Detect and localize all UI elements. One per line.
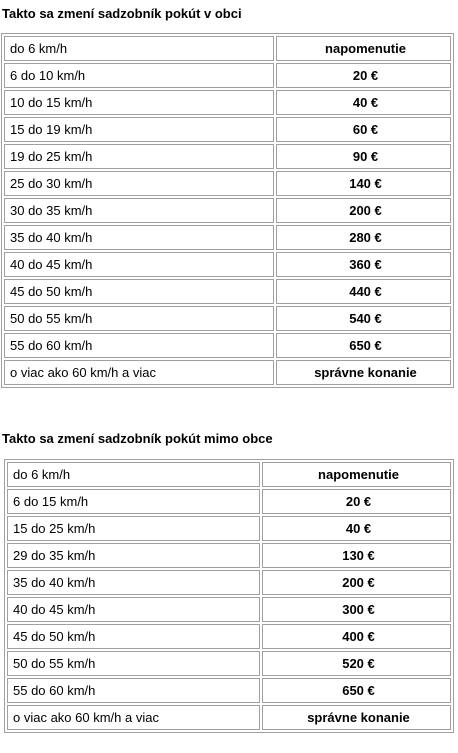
- section-heading-in-town: Takto sa zmení sadzobník pokút v obci: [2, 6, 242, 21]
- speed-range-cell: 15 do 19 km/h: [4, 117, 274, 142]
- speed-range-cell: o viac ako 60 km/h a viac: [7, 705, 260, 730]
- fine-amount-cell: 200 €: [262, 570, 451, 595]
- speed-range-cell: 25 do 30 km/h: [4, 171, 274, 196]
- fines-table-outside-town: [4, 459, 454, 733]
- speed-range-cell: 35 do 40 km/h: [4, 225, 274, 250]
- fine-amount-cell: 520 €: [262, 651, 451, 676]
- table-row: [7, 651, 451, 676]
- table-row: [4, 225, 451, 250]
- table-row: [4, 90, 451, 115]
- speed-range-cell: 35 do 40 km/h: [7, 570, 260, 595]
- speed-range-cell: 29 do 35 km/h: [7, 543, 260, 568]
- table-row: [7, 516, 451, 541]
- table-row: [7, 678, 451, 703]
- speed-range-cell: 50 do 55 km/h: [7, 651, 260, 676]
- table-row: [4, 279, 451, 304]
- table-row: [7, 624, 451, 649]
- table-row: [4, 333, 451, 358]
- fine-amount-cell: napomenutie: [276, 36, 451, 61]
- speed-range-cell: 50 do 55 km/h: [4, 306, 274, 331]
- speed-range-cell: do 6 km/h: [7, 462, 260, 487]
- fines-table-body: [4, 36, 451, 385]
- fine-amount-cell: 650 €: [276, 333, 451, 358]
- fine-amount-cell: správne konanie: [262, 705, 451, 730]
- speed-range-cell: 6 do 10 km/h: [4, 63, 274, 88]
- table-row: [7, 570, 451, 595]
- table-row: [4, 63, 451, 88]
- fine-amount-cell: 200 €: [276, 198, 451, 223]
- table-row: [4, 252, 451, 277]
- table-row: [7, 705, 451, 730]
- table-row: [4, 198, 451, 223]
- speed-range-cell: 19 do 25 km/h: [4, 144, 274, 169]
- table-row: [7, 489, 451, 514]
- fine-amount-cell: 650 €: [262, 678, 451, 703]
- fines-table-body: [7, 462, 451, 730]
- fines-table-in-town: [1, 33, 454, 388]
- fine-amount-cell: 40 €: [262, 516, 451, 541]
- speed-range-cell: 55 do 60 km/h: [7, 678, 260, 703]
- fine-amount-cell: 300 €: [262, 597, 451, 622]
- fine-amount-cell: 130 €: [262, 543, 451, 568]
- fine-amount-cell: 140 €: [276, 171, 451, 196]
- fine-amount-cell: 440 €: [276, 279, 451, 304]
- speed-range-cell: 40 do 45 km/h: [4, 252, 274, 277]
- fine-amount-cell: 20 €: [276, 63, 451, 88]
- table-row: [4, 171, 451, 196]
- fine-amount-cell: 20 €: [262, 489, 451, 514]
- table-row: [4, 306, 451, 331]
- speed-range-cell: 6 do 15 km/h: [7, 489, 260, 514]
- speed-range-cell: 30 do 35 km/h: [4, 198, 274, 223]
- fine-amount-cell: 400 €: [262, 624, 451, 649]
- fine-amount-cell: správne konanie: [276, 360, 451, 385]
- speed-range-cell: 40 do 45 km/h: [7, 597, 260, 622]
- fine-amount-cell: napomenutie: [262, 462, 451, 487]
- speed-range-cell: 45 do 50 km/h: [7, 624, 260, 649]
- fine-amount-cell: 280 €: [276, 225, 451, 250]
- table-row: [4, 36, 451, 61]
- table-row: [7, 597, 451, 622]
- speed-range-cell: 55 do 60 km/h: [4, 333, 274, 358]
- section-heading-outside-town: Takto sa zmení sadzobník pokút mimo obce: [2, 431, 273, 446]
- table-row: [7, 462, 451, 487]
- speed-range-cell: 10 do 15 km/h: [4, 90, 274, 115]
- speed-range-cell: do 6 km/h: [4, 36, 274, 61]
- speed-range-cell: o viac ako 60 km/h a viac: [4, 360, 274, 385]
- speed-range-cell: 15 do 25 km/h: [7, 516, 260, 541]
- table-row: [7, 543, 451, 568]
- fine-amount-cell: 60 €: [276, 117, 451, 142]
- fine-amount-cell: 40 €: [276, 90, 451, 115]
- table-row: [4, 360, 451, 385]
- fine-amount-cell: 360 €: [276, 252, 451, 277]
- table-row: [4, 117, 451, 142]
- fine-amount-cell: 90 €: [276, 144, 451, 169]
- speed-range-cell: 45 do 50 km/h: [4, 279, 274, 304]
- fine-amount-cell: 540 €: [276, 306, 451, 331]
- table-row: [4, 144, 451, 169]
